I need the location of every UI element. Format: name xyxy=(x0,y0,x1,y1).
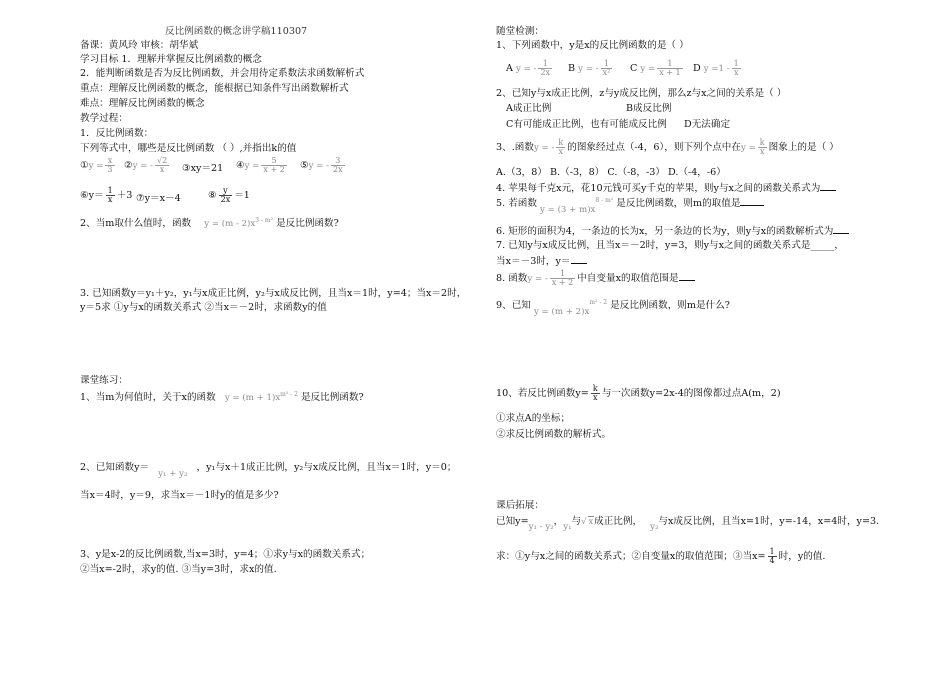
fraction: $\frac{1}{x}$ xyxy=(107,186,113,204)
quiz-q1-option-b: B y = - $\frac{1}{\text{x²}}$ xyxy=(568,59,611,77)
sqrt-symbol: √ xyxy=(581,517,587,527)
section-inverse-function: 1．反比例函数： xyxy=(80,128,154,139)
quiz-question-2: 2、已知y与x成正比例，z与y成反比例，那么z与x之间的关系是（ ） xyxy=(496,88,787,99)
quiz-question-6: 6. 矩形的面积为4，一条边的长为x，另一条边的长为y，则y与x的函数解析式为 xyxy=(496,225,849,238)
question-intro: 下列等式中，哪些是反比例函数 （ ）,并指出k的值 xyxy=(80,143,297,154)
quiz-q3-options: A.（3，8） B.（-3，8） C.（-8，-3） D.（-4，-6） xyxy=(496,167,726,178)
practice-3-line-1: 3、y是x-2的反比例函数,当x=3时，y=4；①求y与x的函数关系式； xyxy=(80,549,371,560)
question-3-line-2: y＝5求 ①y与x的函数关系式 ②当x＝－2时，求函数y的值 xyxy=(80,302,327,313)
quiz-question-9: 9、已知 $y = (m + 2)x^{m^2 - 2}$ 是反比例函数，则m是什么? xyxy=(496,299,730,318)
quiz-q2-option-d: D无法确定 xyxy=(684,119,731,130)
equation-3: ③xy＝21 xyxy=(182,163,224,174)
equation-1: ①y = $\frac{x}{3}$ xyxy=(80,156,113,174)
quiz-q10-part-2: ②求反比例函数的解析式。 xyxy=(496,429,612,440)
fraction: $\frac{1}{x + 2}$ xyxy=(551,269,574,287)
answer-blank[interactable] xyxy=(571,255,587,264)
practice-2-line-2: 当x＝4时，y＝9，求当x＝－1时y的值是多少? xyxy=(80,490,279,501)
equation-6: ⑥y＝ $\frac{1}{x}$ ＋3 xyxy=(80,186,133,204)
fraction: $\frac{3}{2x}$ xyxy=(333,156,343,174)
fraction: $\frac{1}{2x}$ xyxy=(540,59,551,77)
quiz-question-5: 5. 若函数 $y = (3 + m)x^{8 - m^2}$ 是反比例函数，则m的取值是 xyxy=(496,197,764,210)
fraction: $\frac{k}{x}$ xyxy=(592,384,598,402)
quiz-question-4: 4. 苹果每千克x元，花10元钱可买y千克的苹果，则y与x之间的函数关系式为 xyxy=(496,182,836,195)
fraction: $\frac{1}{4}$ xyxy=(769,547,775,565)
fraction: $\frac{k}{x}$ xyxy=(558,138,564,156)
fraction: $\frac{k}{x}$ xyxy=(759,138,765,156)
answer-blank[interactable] xyxy=(740,197,764,206)
extension-heading: 课后拓展： xyxy=(496,500,544,511)
fraction: $\frac{y}{2x}$ xyxy=(220,186,231,204)
equation-2: ②y = - $\frac{√2}{x}$ xyxy=(124,156,168,174)
quiz-heading: 随堂检测： xyxy=(496,26,544,37)
quiz-question-10: 10、若反比例函数y= $\frac{k}{x}$ 与一次函数y=2x-4的图像都过点A(m，2) xyxy=(496,384,781,402)
quiz-q1-option-c: C y = $\frac{1}{x + 1}$ xyxy=(630,59,681,77)
quiz-q2-option-a: A成正比例 xyxy=(506,103,552,114)
quiz-question-8: 8. 函数y = - $\frac{1}{x + 2}$ 中自变量x的取值范围是 xyxy=(496,270,695,287)
extension-questions: 求：①y与x之间的函数关系式；②自变量x的取值范围；③当x= $\frac{1}{4}$ 时，y的值. xyxy=(496,547,826,565)
question-2: 2、当m取什么值时，函数 $y = (m - 2)x^{3 - m^2}$ 是反比例函数? xyxy=(80,217,339,230)
worksheet-title: 反比例函数的概念讲学稿110307 xyxy=(165,26,308,37)
practice-1: 1、当m为何值时，关于x的函数 $y = (m + 1)x^{m^2 - 2}$ 是反比例函数? xyxy=(80,391,364,404)
extension-problem: 已知y=y₁ - y₂，y₁与√ x成正比例， y₂与x成反比例，且当x=1时，y=-14，x=4时，y=3. xyxy=(496,516,880,532)
practice-2: 2、已知函数y＝ y₁ + y₂ ，y₁与x＋1成正比例，y₂与x成反比例，且当x＝1时，y＝0； xyxy=(80,462,457,479)
fraction: $\frac{√2}{x}$ xyxy=(157,156,168,174)
quiz-question-1: 1、下列函数中，y是x的反比例函数的是（ ） xyxy=(496,40,689,51)
equation-4: ④y = $\frac{5}{x + 2}$ xyxy=(236,156,285,174)
answer-blank[interactable] xyxy=(833,225,849,234)
practice-heading: 课堂练习： xyxy=(80,375,128,386)
fraction: $\frac{5}{x + 2}$ xyxy=(263,156,285,174)
practice-3-line-2: ②当x=-2时，求y的值. ③当y=3时，求x的值. xyxy=(80,564,277,575)
quiz-q2-option-c: C有可能成正比例，也有可能成反比例 xyxy=(506,119,667,130)
key-point: 重点：理解反比例函数的概念，能根据已知条件写出函数解析式 xyxy=(80,83,349,94)
difficulty: 难点：理解反比例函数的概念 xyxy=(80,98,205,109)
teaching-process: 教学过程： xyxy=(80,113,128,124)
fraction: $\frac{x}{3}$ xyxy=(107,156,113,174)
equation-8: ⑧ $\frac{y}{2x}$ ＝1 xyxy=(208,186,250,204)
quiz-question-7-line-2: 当x＝－3时，y＝ xyxy=(496,255,587,268)
equation-7: ⑦y＝x－4 xyxy=(136,193,181,204)
learning-goal-2: 2．能判断函数是否为反比例函数，并会用待定系数法求函数解析式 xyxy=(80,68,365,79)
prep-info: 备课：黄风玲 审核：胡华斌 xyxy=(80,40,199,51)
quiz-q10-part-1: ①求点A的坐标； xyxy=(496,413,571,424)
fraction: $\frac{1}{x}$ xyxy=(733,59,739,77)
quiz-q2-option-b: B成反比例 xyxy=(626,103,672,114)
question-3-line-1: 3. 已知函数y＝y₁＋y₂，y₁与x成正比例，y₂与x成反比例，且当x＝1时，y=4；当x＝2时， xyxy=(80,288,467,299)
fraction: $\frac{1}{x + 1}$ xyxy=(659,59,681,77)
fraction: $\frac{1}{\text{x²}}$ xyxy=(602,59,611,77)
quiz-question-3: 3、.函数y = - $\frac{k}{x}$ 的图象经过点（-4，6），则下列个点中在y = $\frac{k}{x}$ 图象上的是（ ） xyxy=(496,138,839,156)
quiz-q1-option-d: D y =1 - $\frac{1}{x}$ xyxy=(693,59,739,77)
quiz-question-7-line-1: 7. 已知y与x成反比例，且当x＝－2时，y=3，则y与x之间的函数关系式是_____， xyxy=(496,240,844,251)
learning-goal-1: 学习目标 1．理解并掌握反比例函数的概念 xyxy=(80,54,262,65)
answer-blank[interactable] xyxy=(679,272,695,281)
quiz-q1-option-a: A y = - $\frac{1}{2x}$ xyxy=(506,59,551,77)
answer-blank[interactable] xyxy=(820,182,836,191)
equation-5: ⑤y = - $\frac{3}{2x}$ xyxy=(300,156,343,174)
